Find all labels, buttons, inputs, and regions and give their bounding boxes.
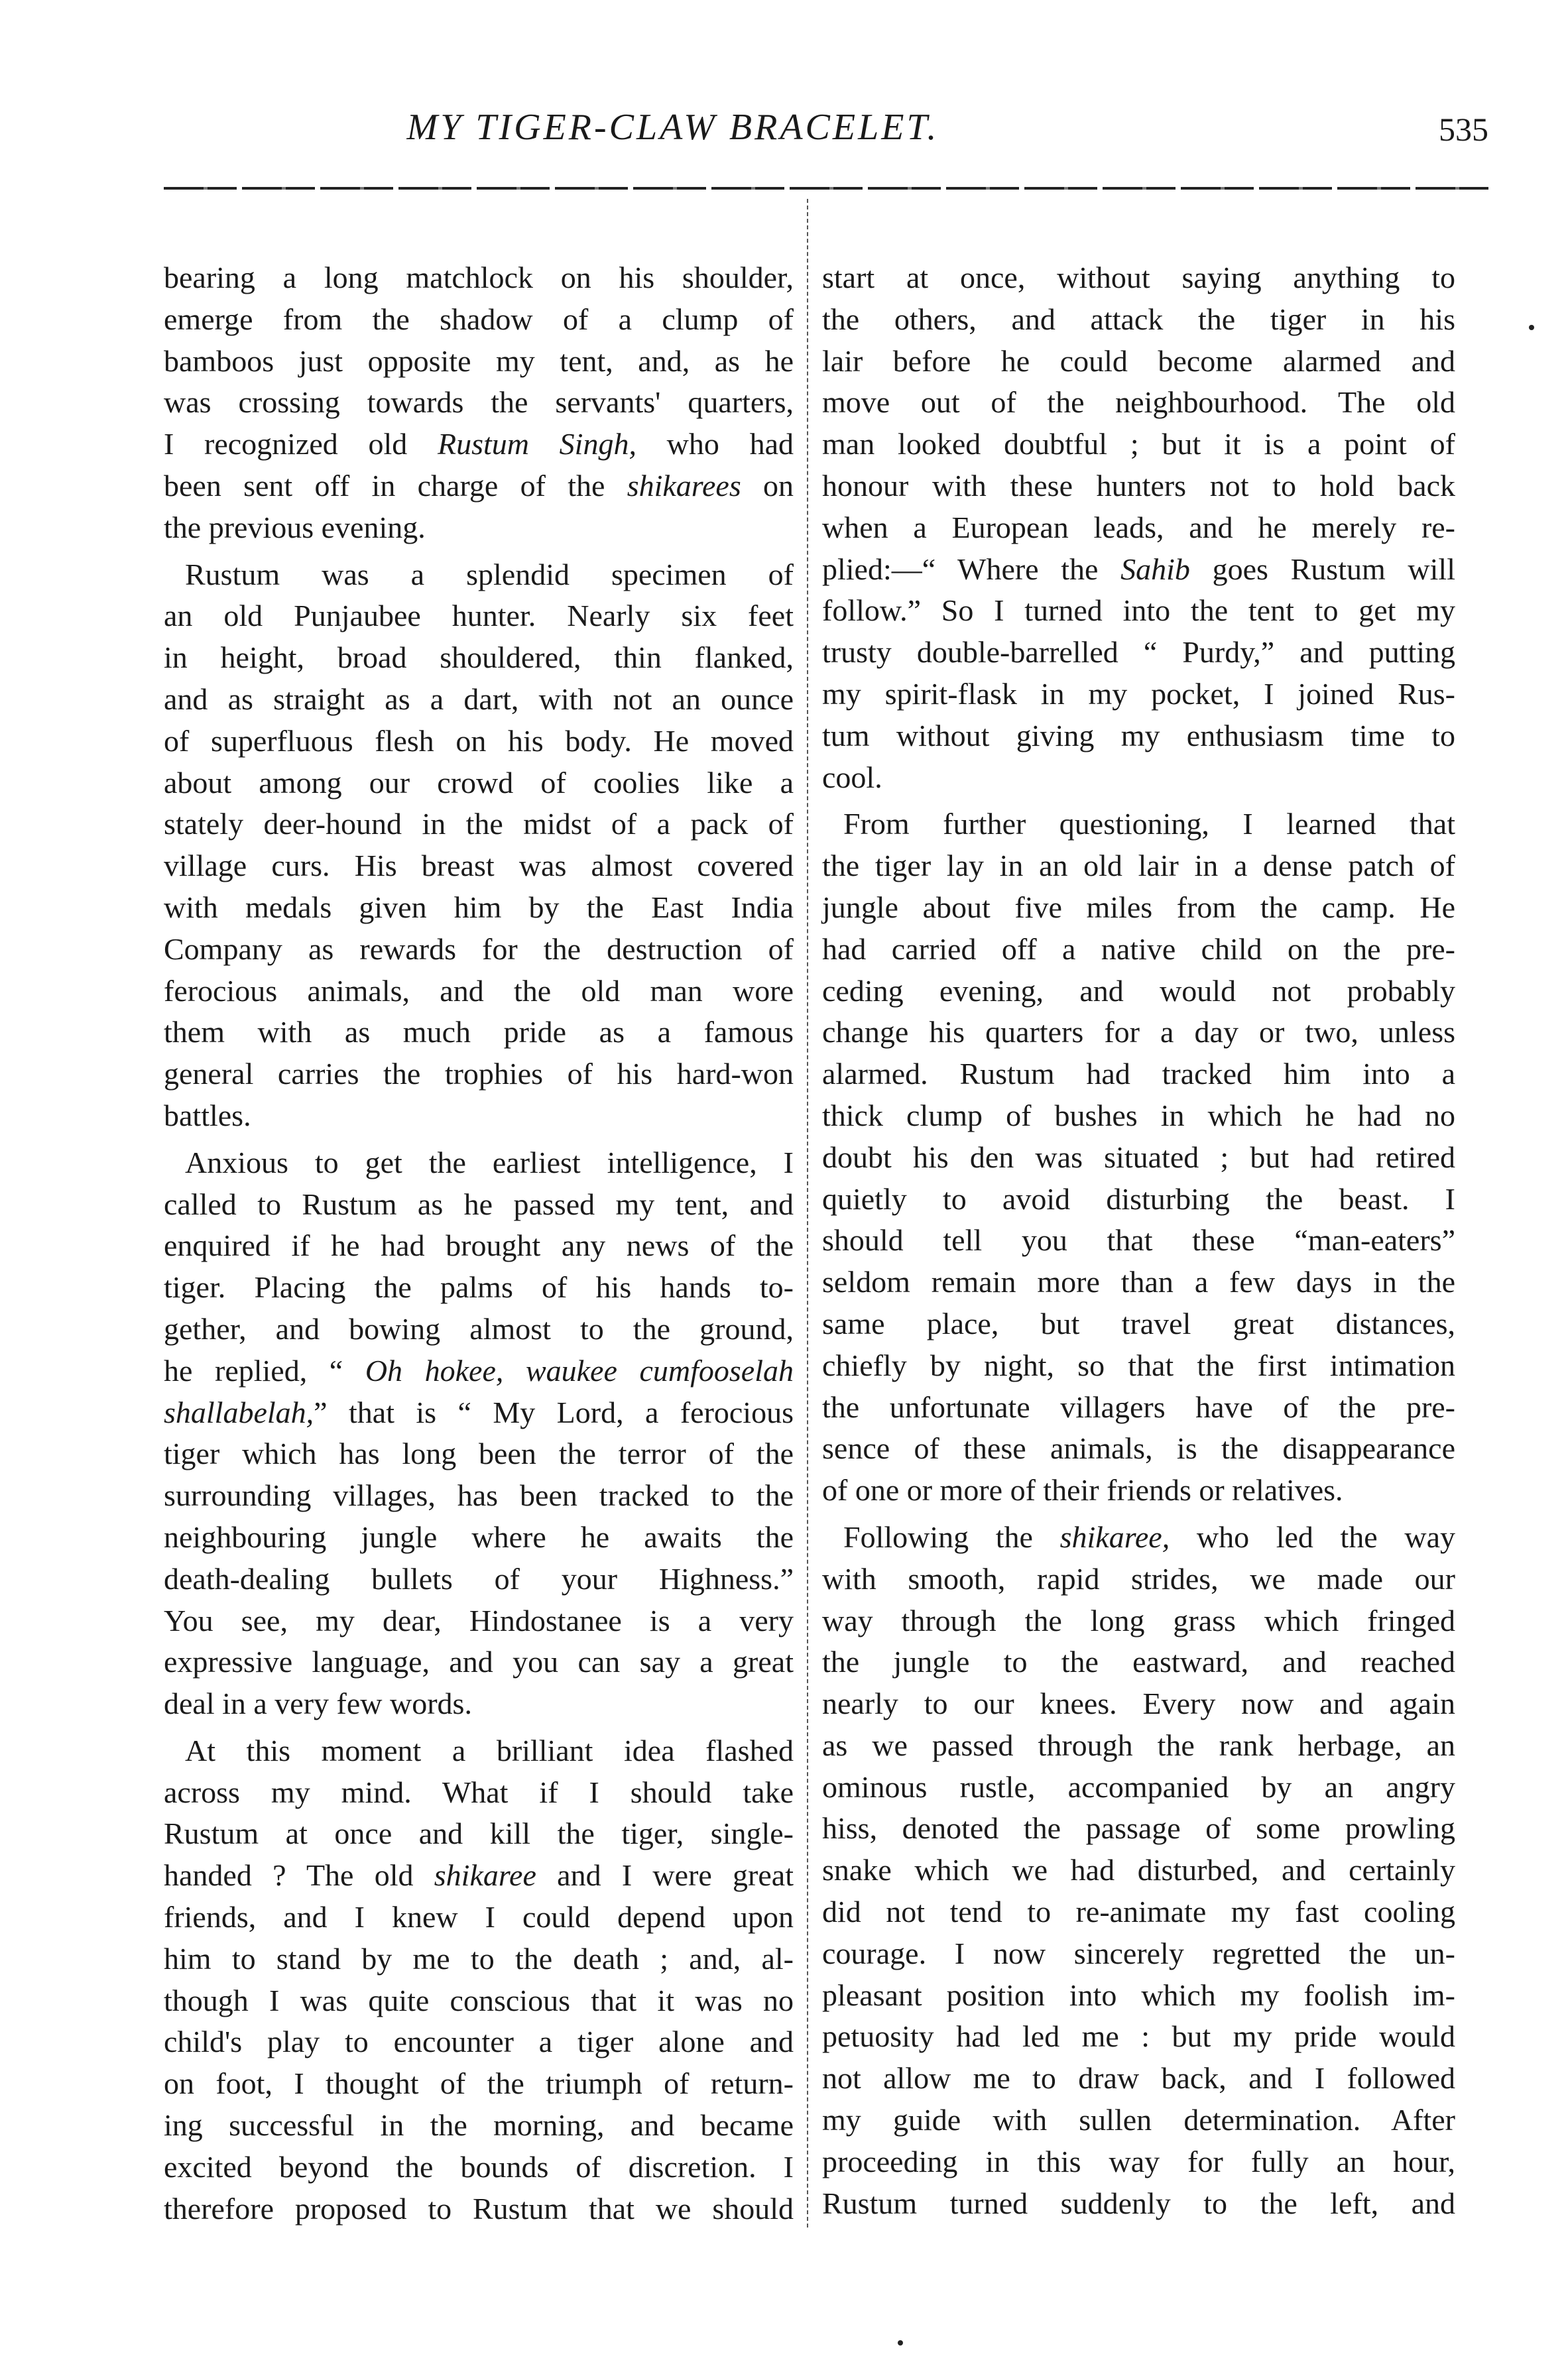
text-run: ceding evening, and would not probably xyxy=(822,973,1455,1008)
text-line xyxy=(822,2100,1455,2141)
text-line xyxy=(164,1053,794,1095)
text-line xyxy=(822,1641,1455,1683)
text-line xyxy=(822,382,1455,424)
text-run: handed ? The old xyxy=(164,1858,434,1893)
text-run: I recognized old xyxy=(164,427,438,461)
text-run: Following the xyxy=(843,1519,1060,1554)
text-line xyxy=(822,1725,1455,1767)
text-run: goes Rustum will xyxy=(1189,552,1455,586)
italic-run: shikarees xyxy=(627,468,741,503)
text-line xyxy=(164,1392,794,1434)
text-run: stately deer-hound in the midst of a pack of xyxy=(164,807,794,841)
text-line xyxy=(822,1053,1455,1095)
text-run: Rustum was a splendid specimen of xyxy=(185,557,794,591)
text-run: of superfluous flesh on his body. He moved xyxy=(164,723,794,758)
text-run: seldom remain more than a few days in the xyxy=(822,1265,1455,1299)
text-line xyxy=(164,887,794,929)
text-line xyxy=(164,1897,794,1938)
text-line xyxy=(164,2188,794,2230)
text-line xyxy=(164,1012,794,1053)
text-run: therefore proposed to Rustum that we should xyxy=(164,2191,794,2226)
text-line xyxy=(822,1179,1455,1220)
text-line xyxy=(164,971,794,1012)
text-run: ferocious animals, and the old man wore xyxy=(164,973,794,1008)
text-run: who led the way xyxy=(1170,1519,1455,1554)
text-line xyxy=(822,1303,1455,1345)
text-run: battles. xyxy=(164,1098,251,1132)
text-line xyxy=(164,1641,794,1683)
text-line xyxy=(164,382,794,424)
text-line xyxy=(164,1855,794,1897)
text-run: did not tend to re-animate my fast cooling xyxy=(822,1895,1455,1929)
text-line xyxy=(822,1137,1455,1179)
text-run: Rustum turned suddenly to the left, and xyxy=(822,2186,1455,2220)
text-run: them with as much pride as a famous xyxy=(164,1015,794,1049)
text-line xyxy=(822,1808,1455,1850)
text-run: who had xyxy=(636,427,794,461)
text-line xyxy=(164,637,794,679)
text-run: You see, my dear, Hindostanee is a very xyxy=(164,1603,794,1637)
text-run: the jungle to the eastward, and reached xyxy=(822,1645,1455,1679)
text-line xyxy=(822,1262,1455,1303)
text-line xyxy=(822,887,1455,929)
text-line xyxy=(822,1095,1455,1137)
italic-run: shallabelah, xyxy=(164,1395,314,1429)
text-run: of one or more of their friends or relatives. xyxy=(822,1473,1343,1508)
text-run: not allow me to draw back, and I followed xyxy=(822,2061,1455,2096)
page-number: 535 xyxy=(1439,111,1488,148)
text-run: called to Rustum as he passed my tent, and xyxy=(164,1187,794,1221)
text-run: lair before he could become alarmed and xyxy=(822,343,1455,378)
text-run: start at once, without saying anything to xyxy=(822,261,1455,294)
text-run: him to stand by me to the death ; and, al- xyxy=(164,1941,794,1976)
text-run: friends, and I knew I could depend upon xyxy=(164,1900,794,1934)
text-run: petuosity had led me : but my pride would xyxy=(822,2019,1455,2054)
text-line xyxy=(822,1975,1455,2017)
text-line xyxy=(164,1772,794,1814)
text-run: tiger which has long been the terror of the xyxy=(164,1437,794,1471)
text-run: ing successful in the morning, and became xyxy=(164,2108,794,2143)
text-line xyxy=(822,549,1455,591)
text-run: as we passed through the rank herbage, an xyxy=(822,1728,1455,1762)
text-line xyxy=(822,845,1455,887)
text-line xyxy=(822,715,1455,757)
text-line xyxy=(164,1184,794,1226)
text-line xyxy=(164,1517,794,1559)
text-line xyxy=(164,1142,794,1184)
text-run: in height, broad shouldered, thin flanked, xyxy=(164,640,794,675)
text-line xyxy=(164,595,794,637)
text-line xyxy=(164,465,794,507)
text-run: cool. xyxy=(822,760,882,794)
text-line xyxy=(822,507,1455,549)
text-line xyxy=(822,674,1455,715)
text-line xyxy=(822,1470,1455,1512)
text-line xyxy=(164,299,794,341)
text-run: he replied, “ xyxy=(164,1353,365,1388)
text-run: though I was quite conscious that it was no xyxy=(164,1983,794,2017)
text-line xyxy=(164,1600,794,1642)
text-run: surrounding villages, has been tracked to the xyxy=(164,1478,794,1513)
text-line xyxy=(164,1350,794,1392)
text-run: hiss, denoted the passage of some prowling xyxy=(822,1811,1455,1846)
text-line xyxy=(822,632,1455,674)
text-run: thick clump of bushes in which he had no xyxy=(822,1098,1455,1132)
text-line xyxy=(164,1095,794,1137)
text-line xyxy=(822,757,1455,799)
text-run: was crossing towards the servants' quarters, xyxy=(164,385,794,420)
text-run: the previous evening. xyxy=(164,510,426,544)
text-line xyxy=(164,762,794,804)
text-line xyxy=(822,1891,1455,1933)
text-run: death-dealing bullets of your Highness.” xyxy=(164,1561,794,1596)
text-line xyxy=(822,2141,1455,2183)
footer-dot xyxy=(898,2340,903,2346)
text-run: same place, but travel great distances, xyxy=(822,1306,1455,1340)
text-run: bearing a long matchlock on his shoulder, xyxy=(164,261,794,294)
text-run: village curs. His breast was almost covered xyxy=(164,849,794,883)
text-run: move out of the neighbourhood. The old xyxy=(822,385,1455,420)
text-run: courage. I now sincerely regretted the un- xyxy=(822,1936,1455,1970)
text-run: the tiger lay in an old lair in a dense patch of xyxy=(822,849,1455,883)
text-line xyxy=(164,2063,794,2105)
text-line xyxy=(164,2105,794,2147)
text-line xyxy=(822,1683,1455,1725)
running-title: MY TIGER-CLAW BRACELET. xyxy=(406,107,939,148)
text-line xyxy=(164,1433,794,1475)
text-run: quietly to avoid disturbing the beast. I xyxy=(822,1181,1455,1216)
text-line xyxy=(822,1220,1455,1262)
text-run: trusty double-barrelled “ Purdy,” and putting xyxy=(822,635,1455,670)
italic-run: Oh hokee, waukee cumfooselah xyxy=(365,1353,794,1388)
text-line xyxy=(164,257,794,299)
text-run: an old Punjaubee hunter. Nearly six feet xyxy=(164,599,794,633)
text-run: neighbouring jungle where he awaits the xyxy=(164,1519,794,1554)
text-run: bamboos just opposite my tent, and, as he xyxy=(164,343,794,378)
text-line xyxy=(164,1309,794,1350)
text-run: and as straight as a dart, with not an ounce xyxy=(164,682,794,716)
text-line xyxy=(164,2021,794,2063)
text-line xyxy=(822,971,1455,1012)
text-run: man looked doubtful ; but it is a point of xyxy=(822,427,1455,461)
text-line xyxy=(822,1428,1455,1470)
text-line xyxy=(822,1933,1455,1975)
text-line xyxy=(164,2147,794,2188)
text-line xyxy=(164,721,794,762)
text-run: excited beyond the bounds of discretion. I xyxy=(164,2149,794,2184)
text-run: on foot, I thought of the triumph of return- xyxy=(164,2066,794,2101)
text-line xyxy=(164,1938,794,1980)
text-line xyxy=(822,2183,1455,2225)
text-run: Rustum at once and kill the tiger, single- xyxy=(164,1816,794,1851)
text-line xyxy=(164,341,794,383)
italic-run: shikaree, xyxy=(1059,1519,1170,1554)
text-run: with smooth, rapid strides, we made our xyxy=(822,1561,1455,1596)
text-line xyxy=(822,341,1455,383)
text-run: tiger. Placing the palms of his hands to- xyxy=(164,1270,794,1305)
text-line xyxy=(822,1850,1455,1891)
text-line xyxy=(822,2016,1455,2058)
text-line xyxy=(822,1387,1455,1429)
text-line xyxy=(164,845,794,887)
text-run: pleasant position into which my foolish im- xyxy=(822,1978,1455,2012)
column-divider xyxy=(807,199,808,2228)
text-line xyxy=(822,1012,1455,1053)
text-run: Anxious to get the earliest intelligence, I xyxy=(185,1145,794,1179)
text-run: across my mind. What if I should take xyxy=(164,1775,794,1809)
margin-speck xyxy=(1529,325,1534,330)
text-run: Company as rewards for the destruction of xyxy=(164,931,794,966)
text-line xyxy=(822,465,1455,507)
text-run: plied:—“ Where the xyxy=(822,552,1121,586)
header-rule xyxy=(164,187,1494,190)
italic-run: shikaree xyxy=(434,1858,536,1893)
text-line xyxy=(164,679,794,721)
text-run: chiefly by night, so that the first intimation xyxy=(822,1348,1455,1382)
text-run: child's play to encounter a tiger alone and xyxy=(164,2025,794,2059)
text-line xyxy=(164,929,794,971)
text-run: change his quarters for a day or two, unless xyxy=(822,1015,1455,1049)
text-line xyxy=(164,1267,794,1309)
text-run: when a European leads, and he merely re- xyxy=(822,510,1455,544)
text-run: alarmed. Rustum had tracked him into a xyxy=(822,1057,1455,1091)
italic-run: Rustum Singh, xyxy=(437,427,636,461)
text-run: gether, and bowing almost to the ground, xyxy=(164,1311,794,1346)
text-run: way through the long grass which fringed xyxy=(822,1603,1455,1637)
text-line xyxy=(164,1980,794,2022)
text-run: nearly to our knees. Every now and again xyxy=(822,1687,1455,1721)
text-line xyxy=(164,424,794,465)
text-line xyxy=(164,1730,794,1772)
text-run: my guide with sullen determination. After xyxy=(822,2103,1455,2137)
text-line xyxy=(164,507,794,549)
text-run: should tell you that these “man-eaters” xyxy=(822,1223,1455,1258)
text-run: been sent off in charge of the xyxy=(164,468,627,503)
text-line xyxy=(822,2058,1455,2100)
right-column xyxy=(822,257,1455,2224)
text-run: honour with these hunters not to hold back xyxy=(822,468,1455,503)
text-line xyxy=(822,803,1455,845)
text-run: sence of these animals, is the disappearance xyxy=(822,1431,1455,1466)
text-run: with medals given him by the East India xyxy=(164,890,794,924)
text-line xyxy=(822,424,1455,465)
text-line xyxy=(164,803,794,845)
text-line xyxy=(164,1559,794,1600)
text-run: jungle about five miles from the camp. He xyxy=(822,890,1455,924)
text-run: the others, and attack the tiger in his xyxy=(822,302,1455,336)
text-line xyxy=(822,929,1455,971)
text-line xyxy=(822,1517,1455,1559)
text-run: enquired if he had brought any news of the xyxy=(164,1228,794,1263)
text-run: doubt his den was situated ; but had retired xyxy=(822,1140,1455,1174)
text-run: snake which we had disturbed, and certainly xyxy=(822,1853,1455,1887)
text-run: on xyxy=(741,468,794,503)
text-run: expressive language, and you can say a great xyxy=(164,1645,794,1679)
text-run: emerge from the shadow of a clump of xyxy=(164,302,794,336)
text-run: deal in a very few words. xyxy=(164,1687,472,1721)
text-run: about among our crowd of coolies like a xyxy=(164,765,794,800)
left-column xyxy=(164,257,794,2229)
text-run: general carries the trophies of his hard-won xyxy=(164,1057,794,1091)
text-line xyxy=(164,1475,794,1517)
text-run: From further questioning, I learned that xyxy=(843,807,1455,841)
text-run: and I were great xyxy=(536,1858,794,1893)
text-line xyxy=(164,1813,794,1855)
text-line xyxy=(822,590,1455,632)
text-run: At this moment a brilliant idea flashed xyxy=(185,1733,794,1767)
text-line xyxy=(822,1600,1455,1642)
text-run: the unfortunate villagers have of the pre- xyxy=(822,1390,1455,1424)
text-line xyxy=(164,1225,794,1267)
italic-run: Sahib xyxy=(1120,552,1190,586)
text-line xyxy=(822,1559,1455,1600)
text-run: had carried off a native child on the pre- xyxy=(822,931,1455,966)
text-run: follow.” So I turned into the tent to get my xyxy=(822,593,1455,628)
text-line xyxy=(822,1767,1455,1809)
text-line xyxy=(164,554,794,596)
text-run: ” that is “ My Lord, a ferocious xyxy=(314,1395,794,1429)
text-line xyxy=(822,257,1455,299)
text-line xyxy=(822,1345,1455,1387)
text-run: proceeding in this way for fully an hour, xyxy=(822,2144,1455,2178)
text-line xyxy=(822,299,1455,341)
text-line xyxy=(164,1683,794,1725)
text-run: ominous rustle, accompanied by an angry xyxy=(822,1769,1455,1804)
text-run: tum without giving my enthusiasm time to xyxy=(822,718,1455,752)
text-run: my spirit-flask in my pocket, I joined Rus- xyxy=(822,676,1455,711)
